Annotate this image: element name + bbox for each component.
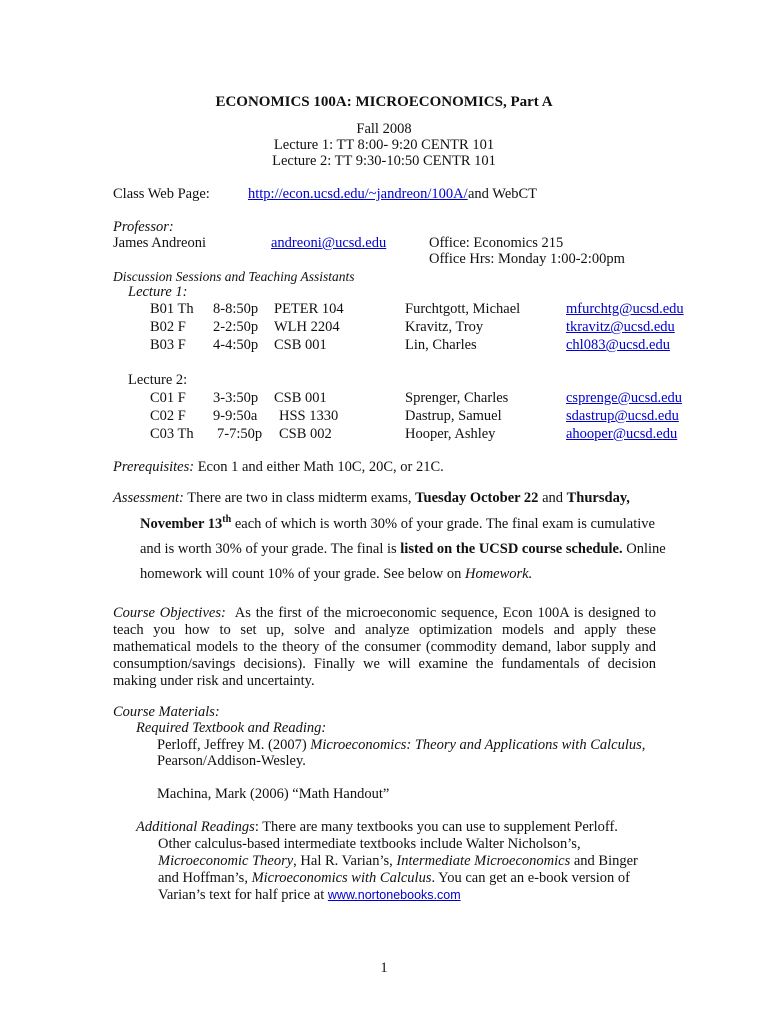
section-time: 9-9:50a (213, 408, 258, 424)
lecture-1-schedule: Lecture 1: TT 8:00- 9:20 CENTR 101 (273, 137, 495, 153)
textbook-2: Machina, Mark (2006) “Math Handout” (157, 786, 390, 802)
midterm-2-date: November 13 (140, 516, 223, 532)
additional-readings-label: Additional Readings (136, 819, 255, 835)
additional-readings-text: , Hal R. Varian’s, (293, 853, 393, 869)
section-ta: Lin, Charles (405, 337, 477, 353)
section-room: CSB 002 (279, 426, 332, 442)
class-web-page-link[interactable]: http://econ.ucsd.edu/~jandreon/100A/ (248, 186, 468, 202)
assessment-line-4 (140, 566, 532, 583)
textbook-1-publisher: Pearson/Addison-Wesley. (157, 753, 306, 769)
ta-email-link[interactable]: csprenge@ucsd.edu (566, 390, 683, 406)
section-ta: Furchtgott, Michael (405, 301, 521, 317)
section-code: B01 Th (150, 301, 194, 317)
assessment-text: and (542, 490, 563, 506)
textbook-1 (157, 737, 645, 754)
lecture-2-label: Lecture 2: (128, 372, 188, 388)
additional-readings-text: and Binger and Hoffman’s, (158, 853, 638, 886)
section-code: C03 Th (150, 426, 194, 442)
section-time: 4-4:50p (213, 337, 259, 353)
assessment-text: homework will count 10% of your grade. See below on (140, 566, 462, 582)
professor-hours: Office Hrs: Monday 1:00-2:00pm (429, 251, 625, 267)
assessment-text: Online (626, 541, 666, 557)
course-objectives-label: Course Objectives: (113, 605, 226, 621)
ta-email-link[interactable]: ahooper@ucsd.edu (566, 426, 678, 442)
lecture-2-schedule: Lecture 2: TT 9:30-10:50 CENTR 101 (272, 153, 496, 169)
section-ta: Dastrup, Samuel (405, 408, 502, 424)
homework-reference: Homework. (464, 566, 533, 582)
section-room: HSS 1330 (279, 408, 339, 424)
ordinal-suffix: th (222, 514, 232, 526)
section-room: CSB 001 (274, 390, 327, 406)
midterm-2-day: Thursday, (566, 490, 630, 506)
midterm-1-date: Tuesday October 22 (415, 490, 539, 506)
professor-office: Office: Economics 215 (429, 235, 564, 251)
section-code: B02 F (150, 319, 186, 335)
textbook-1-title: Microeconomics: Theory and Applications with Calculus, (310, 737, 646, 753)
ta-email-link[interactable]: sdastrup@ucsd.edu (566, 408, 679, 424)
assessment-line-3 (140, 541, 666, 558)
section-code: C02 F (150, 408, 186, 424)
assessment-line-2 (140, 516, 655, 533)
web-page-label: Class Web Page: (113, 186, 210, 202)
section-ta: Kravitz, Troy (405, 319, 484, 335)
section-ta: Sprenger, Charles (405, 390, 509, 406)
ta-email-link[interactable]: chl083@ucsd.edu (566, 337, 670, 353)
nortonebooks-link[interactable]: www.nortonebooks.com (327, 888, 461, 902)
professor-name: James Andreoni (113, 235, 207, 251)
required-reading-heading: Required Textbook and Reading: (136, 720, 327, 736)
book-title: Microeconomic Theory (158, 853, 294, 869)
assessment-text: There are two in class midterm exams, (187, 490, 412, 506)
course-materials-heading: Course Materials: (113, 704, 220, 720)
section-time: 2-2:50p (213, 319, 259, 335)
additional-readings-text: . You can get an e-book version of Varian’s text for half price at (158, 870, 631, 903)
assessment-text: and is worth 30% of your grade. The final is (140, 541, 397, 557)
section-room: WLH 2204 (274, 319, 340, 335)
section-code: B03 F (150, 337, 186, 353)
section-time: 8-8:50p (213, 301, 259, 317)
assessment-text: each of which is worth 30% of your grade. The final exam is cumulative (234, 516, 655, 532)
page-number: 1 (380, 960, 388, 976)
assessment-line-1 (113, 490, 630, 507)
prerequisites (113, 459, 444, 476)
lecture-1-label: Lecture 1: (128, 284, 188, 300)
final-exam-note: listed on the UCSD course schedule. (400, 541, 623, 557)
section-time: 7-7:50p (217, 426, 263, 442)
section-ta: Hooper, Ashley (405, 426, 496, 442)
web-page-suffix: and WebCT (468, 186, 538, 202)
ta-email-link[interactable]: tkravitz@ucsd.edu (566, 319, 675, 335)
sections-heading: Discussion Sessions and Teaching Assistants (113, 269, 355, 284)
ta-email-link[interactable]: mfurchtg@ucsd.edu (566, 301, 684, 317)
additional-readings (136, 819, 641, 904)
course-objectives (113, 605, 656, 690)
professor-heading: Professor: (113, 219, 174, 235)
section-room: PETER 104 (274, 301, 344, 317)
section-time: 3-3:50p (213, 390, 259, 406)
professor-email-link[interactable]: andreoni@ucsd.edu (271, 235, 387, 251)
document-title: ECONOMICS 100A: MICROECONOMICS, Part A (215, 94, 553, 110)
textbook-1-author: Perloff, Jeffrey M. (2007) (157, 737, 307, 753)
term: Fall 2008 (356, 121, 412, 137)
prerequisites-label: Prerequisites: (113, 459, 195, 475)
course-objectives-text: As the first of the microeconomic sequence, Econ 100A is designed to teach you how to set up, solve and analyze optimization models and apply these mathematical models to the theory of the consumer (commodity demand, labor supply and consumption/savings decisions). Finally we will examine the fundamentals of decision making under risk and uncertainty. (113, 605, 656, 689)
section-room: CSB 001 (274, 337, 327, 353)
section-code: C01 F (150, 390, 186, 406)
assessment-label: Assessment: (113, 490, 184, 506)
prerequisites-text: Econ 1 and either Math 10C, 20C, or 21C. (197, 459, 444, 475)
book-title: Intermediate Microeconomics (396, 853, 571, 869)
additional-readings-text: : There are many textbooks you can use to supplement Perloff. Other calculus-based intermediate textbooks include Walter Nicholson’s, (158, 819, 618, 852)
book-title: Microeconomics with Calculus (251, 870, 432, 886)
